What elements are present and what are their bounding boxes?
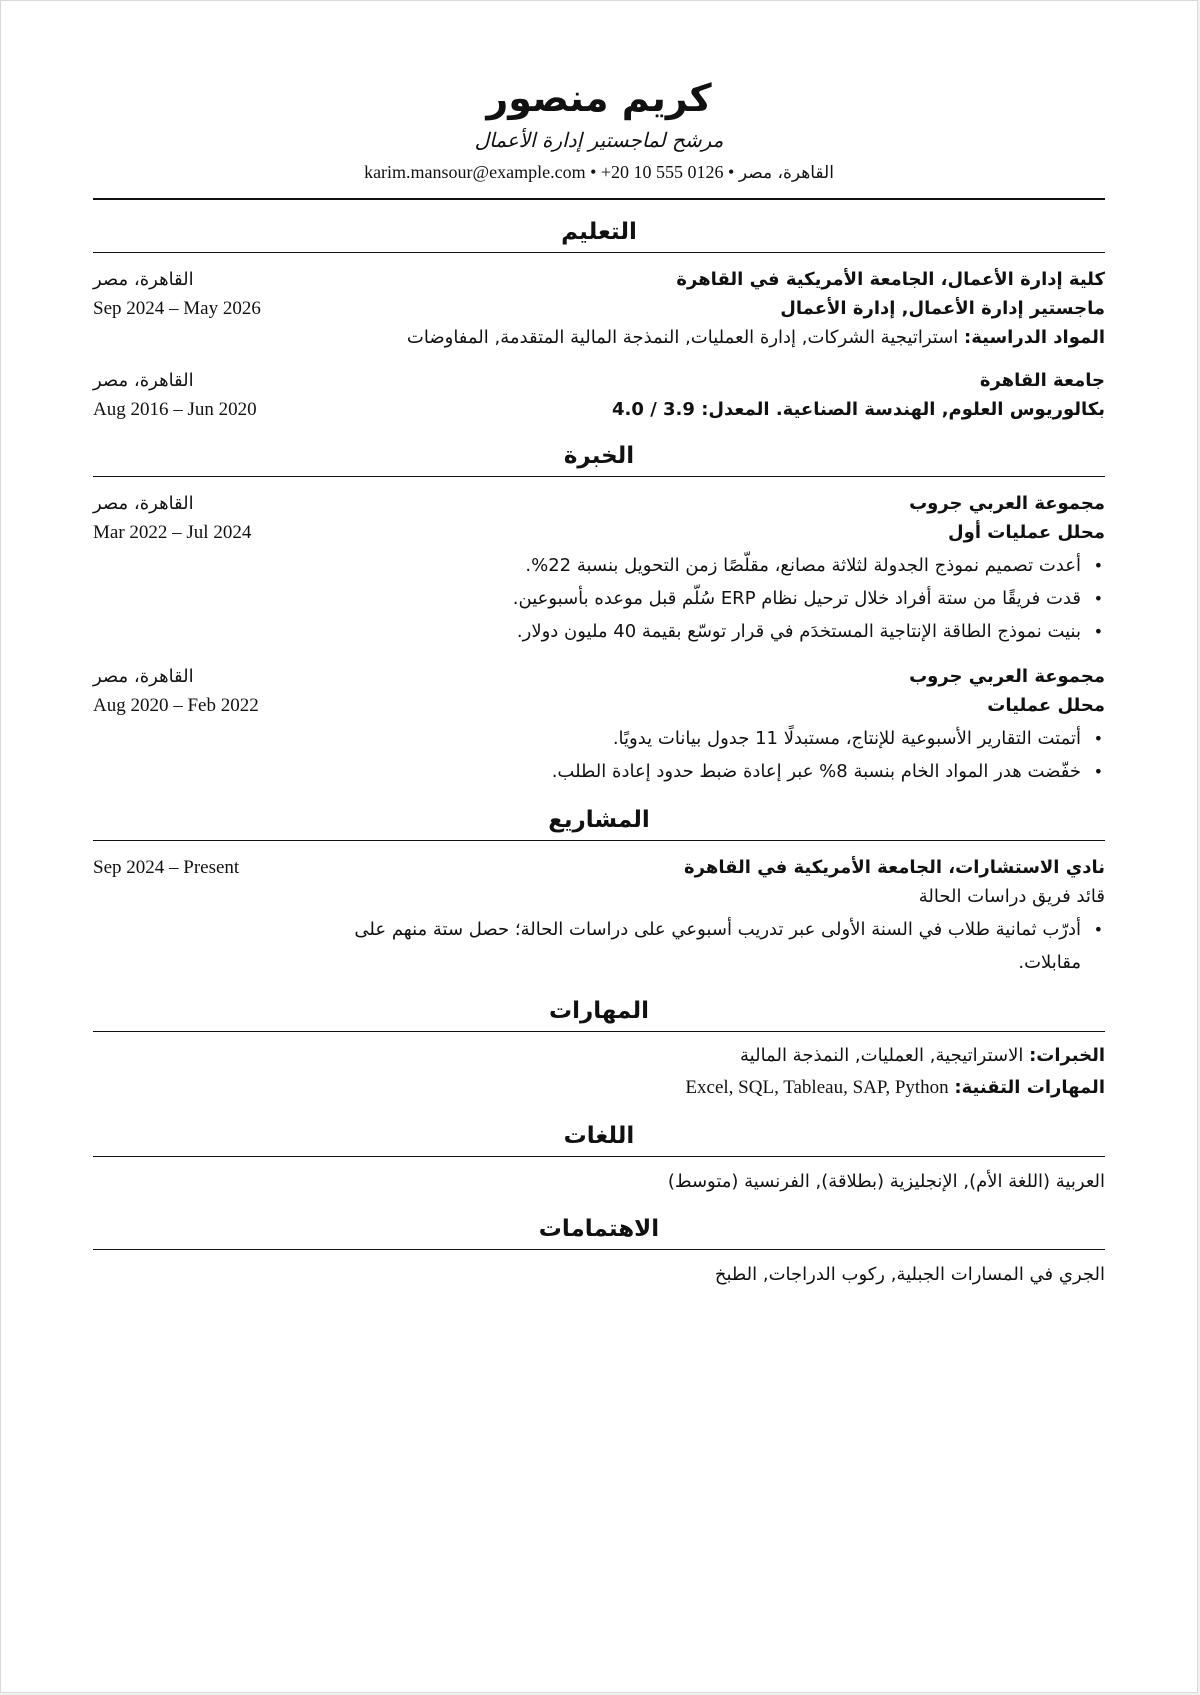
experience-dates: Mar 2022 – Jul 2024 <box>93 522 252 543</box>
experience-entry-main <box>353 662 1105 788</box>
experience-entry <box>93 662 1105 788</box>
section-divider <box>93 252 1105 253</box>
section-title-experience: الخبرة <box>563 443 635 469</box>
education-degree: بكالوريوس العلوم, الهندسة الصناعية. المعدل: 3.9 / 4.0 <box>612 399 1105 420</box>
project-entry <box>93 853 1105 979</box>
skills-technical-label: المهارات التقنية: <box>954 1077 1105 1098</box>
section-title-interests: الاهتمامات <box>538 1216 660 1242</box>
courses-text: استراتيجية الشركات, إدارة العمليات, النمذجة المالية المتقدمة, المفاوضات <box>406 327 959 348</box>
section-divider <box>93 1031 1105 1032</box>
project-dates: Sep 2024 – Present <box>93 857 240 878</box>
candidate-name: كريم منصور <box>486 76 712 120</box>
education-institution: جامعة القاهرة <box>979 370 1105 391</box>
education-location: القاهرة، مصر <box>93 269 194 290</box>
skills-expertise-label: الخبرات: <box>1029 1045 1105 1066</box>
contact-separator: • <box>728 162 735 182</box>
list-item: • أعدت تصميم نموذج الجدولة لثلاثة مصانع، مقلّصًا زمن التحويل بنسبة 22%. <box>353 549 1105 582</box>
project-bullets <box>353 913 1105 979</box>
section-title-skills: المهارات <box>549 998 649 1024</box>
skills-technical-value: Excel, SQL, Tableau, SAP, Python <box>685 1077 949 1098</box>
interests-text: الجري في المسارات الجبلية, ركوب الدراجات, الطبخ <box>714 1264 1105 1285</box>
list-item: • بنيت نموذج الطاقة الإنتاجية المستخدَم في قرار توسّع بقيمة 40 مليون دولار. <box>353 615 1105 648</box>
project-name: نادي الاستشارات، الجامعة الأمريكية في القاهرة <box>684 857 1105 878</box>
education-entry-meta <box>93 265 353 352</box>
list-item: • أدرّب ثمانية طلاب في السنة الأولى عبر تدريب أسبوعي على دراسات الحالة؛ حصل ستة منهم على مقابلات. <box>353 913 1105 979</box>
experience-dates: Aug 2020 – Feb 2022 <box>93 695 259 716</box>
experience-entry-meta <box>93 489 353 648</box>
skills-technical <box>93 1072 1105 1104</box>
section-title-projects: المشاريع <box>548 807 650 833</box>
education-entry-main <box>353 265 1105 352</box>
education-entry-main <box>353 366 1105 424</box>
experience-company: مجموعة العربي جروب <box>909 666 1105 687</box>
languages-text: العربية (اللغة الأم), الإنجليزية (بطلاقة), الفرنسية (متوسط) <box>667 1171 1105 1192</box>
resume-content <box>93 73 1105 1290</box>
project-role: قائد فريق دراسات الحالة <box>918 886 1105 907</box>
experience-entry <box>93 489 1105 648</box>
experience-role: محلل عمليات <box>987 695 1105 716</box>
courses-label: المواد الدراسية: <box>964 327 1105 348</box>
list-item: • أتمتت التقارير الأسبوعية للإنتاج، مستبدلًا 11 جدول بيانات يدويًا. <box>353 722 1105 755</box>
education-courses <box>353 323 1105 352</box>
skills-expertise <box>93 1040 1105 1072</box>
education-entry-meta <box>93 366 353 424</box>
contact-email: karim.mansour@example.com <box>364 162 586 182</box>
experience-bullets <box>353 722 1105 788</box>
experience-location: القاهرة، مصر <box>93 666 194 687</box>
section-title-education: التعليم <box>561 219 637 245</box>
list-item: • قدت فريقًا من ستة أفراد خلال ترحيل نظام ERP سُلّم قبل موعده بأسبوعين. <box>353 582 1105 615</box>
section-divider <box>93 1249 1105 1250</box>
education-dates: Aug 2016 – Jun 2020 <box>93 399 257 420</box>
education-entry <box>93 366 1105 424</box>
experience-company: مجموعة العربي جروب <box>909 493 1105 514</box>
header-divider <box>93 198 1105 200</box>
experience-entry-meta <box>93 662 353 788</box>
experience-role: محلل عمليات أول <box>948 522 1105 543</box>
section-divider <box>93 1156 1105 1157</box>
section-divider <box>93 840 1105 841</box>
contact-phone: +20 10 555 0126 <box>600 162 724 182</box>
education-dates: Sep 2024 – May 2026 <box>93 298 261 319</box>
contact-separator: • <box>590 162 597 182</box>
contact-line <box>93 159 1105 186</box>
contact-location: القاهرة، مصر <box>738 163 834 183</box>
project-entry-meta <box>93 853 353 979</box>
education-location: القاهرة، مصر <box>93 370 194 391</box>
experience-bullets <box>353 549 1105 648</box>
experience-location: القاهرة، مصر <box>93 493 194 514</box>
skills-expertise-value: الاستراتيجية, العمليات, النمذجة المالية <box>740 1045 1024 1066</box>
education-entry <box>93 265 1105 352</box>
project-entry-main <box>353 853 1105 979</box>
candidate-title: مرشح لماجستير إدارة الأعمال <box>474 128 724 152</box>
section-divider <box>93 476 1105 477</box>
section-title-languages: اللغات <box>563 1123 635 1149</box>
resume-header <box>93 73 1105 186</box>
skills-block <box>93 1040 1105 1104</box>
list-item: • خفّضت هدر المواد الخام بنسبة 8% عبر إعادة ضبط حدود إعادة الطلب. <box>353 755 1105 788</box>
education-degree: ماجستير إدارة الأعمال, إدارة الأعمال <box>780 298 1105 319</box>
experience-entry-main <box>353 489 1105 648</box>
education-institution: كلية إدارة الأعمال، الجامعة الأمريكية في القاهرة <box>676 269 1105 290</box>
